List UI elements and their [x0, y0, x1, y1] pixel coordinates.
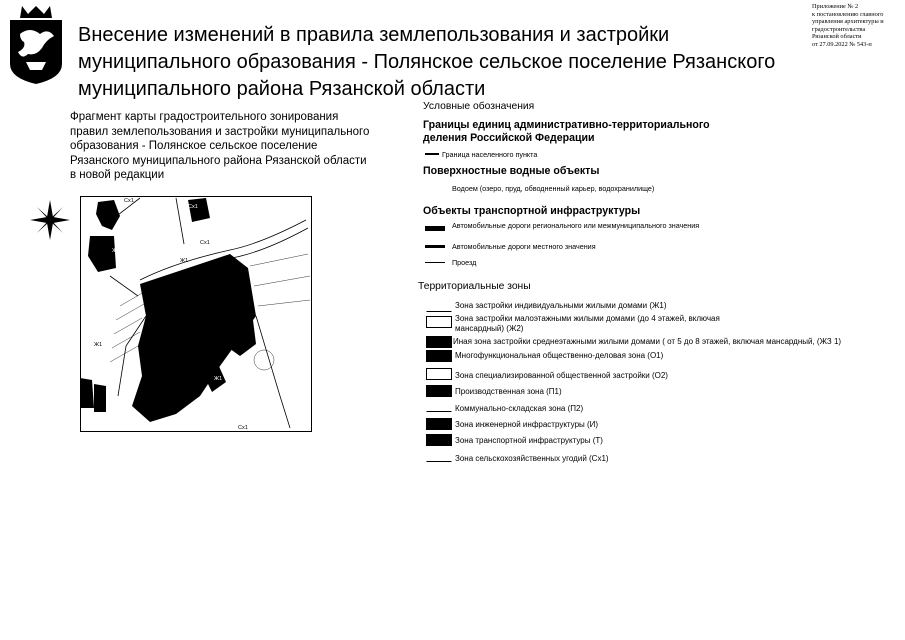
note-line: Рязанской области [812, 33, 862, 41]
zone-label: Иная зона застройки среднеэтажными жилыми домами ( от 5 до 8 этажей, включая мансардный, (ЖЗ 1) [453, 337, 842, 346]
note-line: градостроительства [812, 25, 866, 33]
zone-swatch [426, 400, 452, 412]
zone-label: Зона застройки индивидуальными жилыми домами (Ж1) [455, 301, 667, 310]
legend-item: Водоем (озеро, пруд, обводненный карьер, водохранилище) [452, 184, 655, 193]
note-line: Приложение № 2 [812, 3, 859, 10]
map-zone-label: Ж1 [94, 342, 103, 348]
map-zone-label: Сх1 [200, 240, 210, 246]
legend-item: Проезд [452, 258, 477, 267]
zone-swatch [426, 418, 452, 430]
note-line: к постановлению главного [812, 10, 884, 18]
zone-label: Многофункциональная общественно-деловая зона (О1) [455, 351, 664, 360]
zone-swatch [426, 450, 452, 462]
driveway-symbol [425, 262, 445, 263]
zone-label: Коммунально-складская зона (П2) [455, 404, 584, 413]
settlement-boundary-symbol [425, 153, 439, 155]
zone-swatch [426, 299, 452, 312]
legend-section-title: Объекты транспортной инфраструктуры [423, 205, 641, 217]
zone-swatch [426, 316, 452, 328]
map-zone-label: Ж1 [214, 376, 223, 382]
coat-of-arms-emblem [6, 4, 66, 86]
zone-label: Зона транспортной инфраструктуры (Т) [455, 436, 603, 445]
legend-item: Автомобильные дороги местного значения [452, 242, 596, 251]
legend-item: Автомобильные дороги регионального или межмуниципального значения [452, 221, 700, 230]
map-zone-label: Ж1 [112, 248, 121, 254]
legend-item: Граница населенного пункта [442, 150, 538, 159]
page-title: Внесение изменений в правила землепользования и застройки муниципального образования - Полянское сельское поселение Рязанского муниципального района Рязанской области [78, 24, 776, 101]
note-line: управления архитектуры и [812, 18, 884, 26]
map-zone-label: Сх1 [124, 198, 134, 204]
compass-rose-icon [28, 198, 72, 242]
zone-label: Зона специализированной общественной застройки (О2) [455, 371, 668, 380]
map-fragment-caption: Фрагмент карты градостроительного зонирования правил землепользования и застройки муниципального образования - Полянское сельское поселение Рязанского муниципального района Рязанской области в новой редакции [70, 111, 370, 182]
zone-label: Зона сельскохозяйственных угодий (Сх1) [455, 454, 609, 463]
zone-swatch [426, 368, 452, 380]
regional-road-symbol [425, 226, 445, 231]
zone-swatch [426, 434, 452, 446]
map-zone-label: Сх1 [188, 204, 198, 210]
map-zone-label: Ж1 [180, 258, 189, 264]
zone-swatch [426, 336, 452, 348]
zone-label: Зона застройки малоэтажными жилыми домами (до 4 этажей, включая мансардный) (Ж2) [455, 314, 720, 333]
local-road-symbol [425, 245, 445, 248]
legend-section-title: Поверхностные водные объекты [423, 165, 600, 177]
appendix-note [812, 3, 904, 49]
map-zone-label: Сх1 [238, 425, 248, 431]
zones-heading: Территориальные зоны [418, 281, 531, 292]
zone-swatch [426, 350, 452, 362]
legend-section-title: Границы единиц административно-территориального деления Российской Федерации [423, 119, 710, 144]
note-line: от 27.09.2022 № 543-п [812, 40, 872, 48]
zone-label: Зона инженерной инфраструктуры (И) [455, 420, 599, 429]
zone-label: Производственная зона (П1) [455, 387, 562, 396]
zoning-map-fragment [80, 196, 312, 432]
zone-swatch [426, 385, 452, 397]
legend-heading: Условные обозначения [423, 101, 535, 112]
